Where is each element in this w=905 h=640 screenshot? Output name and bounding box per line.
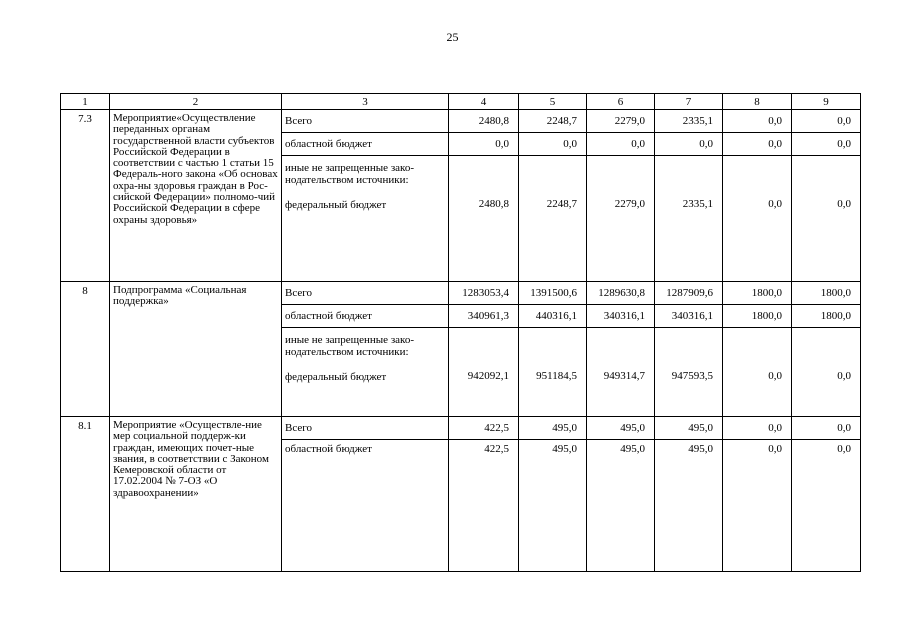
other-sources-label: иные не запрещенные зако-нодательством источники: bbox=[285, 162, 414, 186]
value-cell: 440316,1 bbox=[519, 305, 587, 328]
source-label: Всего bbox=[282, 282, 449, 305]
source-label: Всего bbox=[282, 417, 449, 440]
table-row bbox=[61, 110, 861, 133]
value-cell: 495,0 bbox=[587, 440, 655, 572]
header-cell: 5 bbox=[519, 94, 587, 110]
value-cell: 2480,8 bbox=[449, 156, 519, 282]
item-name: Мероприятие«Осуществление переданных органам государственной власти субъектов Российской Федерации в соответствии с частью 1 статьи 15 Федераль-ного закона «Об основах охра-ны здоровья граждан в Рос-сийской Федерации» полномо-чий Российской Федерации в сфере охраны здоровья» bbox=[110, 110, 282, 282]
header-cell: 4 bbox=[449, 94, 519, 110]
item-number: 8.1 bbox=[61, 417, 110, 572]
item-number: 7.3 bbox=[61, 110, 110, 282]
value-cell: 2335,1 bbox=[655, 156, 723, 282]
value-cell: 0,0 bbox=[587, 133, 655, 156]
value-cell: 0,0 bbox=[519, 133, 587, 156]
source-label: областной бюджет bbox=[282, 133, 449, 156]
value-cell: 495,0 bbox=[655, 440, 723, 572]
source-label: Всего bbox=[282, 110, 449, 133]
value-cell: 495,0 bbox=[519, 417, 587, 440]
value-cell: 2480,8 bbox=[449, 110, 519, 133]
page-number: 25 bbox=[446, 30, 459, 44]
value-cell: 949314,7 bbox=[587, 328, 655, 417]
value-cell: 422,5 bbox=[449, 417, 519, 440]
source-label: областной бюджет bbox=[282, 305, 449, 328]
value-cell: 2279,0 bbox=[587, 110, 655, 133]
value-cell: 951184,5 bbox=[519, 328, 587, 417]
header-cell: 7 bbox=[655, 94, 723, 110]
value-cell: 0,0 bbox=[723, 417, 792, 440]
value-cell: 1800,0 bbox=[792, 282, 861, 305]
value-cell: 0,0 bbox=[792, 440, 861, 572]
value-cell: 942092,1 bbox=[449, 328, 519, 417]
header-cell: 6 bbox=[587, 94, 655, 110]
header-cell: 2 bbox=[110, 94, 282, 110]
source-multi bbox=[282, 156, 449, 282]
value-cell: 2279,0 bbox=[587, 156, 655, 282]
value-cell: 0,0 bbox=[723, 440, 792, 572]
table-row bbox=[61, 282, 861, 305]
federal-budget-label: федеральный бюджет bbox=[285, 199, 387, 211]
value-cell: 2335,1 bbox=[655, 110, 723, 133]
value-cell: 1800,0 bbox=[792, 305, 861, 328]
value-cell: 1800,0 bbox=[723, 305, 792, 328]
item-number: 8 bbox=[61, 282, 110, 417]
value-cell: 495,0 bbox=[655, 417, 723, 440]
value-cell: 0,0 bbox=[449, 133, 519, 156]
value-cell: 947593,5 bbox=[655, 328, 723, 417]
header-cell: 9 bbox=[792, 94, 861, 110]
value-cell: 422,5 bbox=[449, 440, 519, 572]
value-cell: 340316,1 bbox=[587, 305, 655, 328]
value-cell: 0,0 bbox=[792, 133, 861, 156]
value-cell: 340961,3 bbox=[449, 305, 519, 328]
header-row bbox=[61, 94, 861, 110]
value-cell: 0,0 bbox=[792, 417, 861, 440]
value-cell: 495,0 bbox=[587, 417, 655, 440]
value-cell: 2248,7 bbox=[519, 110, 587, 133]
value-cell: 0,0 bbox=[723, 156, 792, 282]
source-label: областной бюджет bbox=[282, 440, 449, 572]
value-cell: 0,0 bbox=[723, 133, 792, 156]
value-cell: 0,0 bbox=[792, 110, 861, 133]
other-sources-label: иные не запрещенные зако-нодательством источники: bbox=[285, 334, 414, 358]
value-cell: 1391500,6 bbox=[519, 282, 587, 305]
value-cell: 1800,0 bbox=[723, 282, 792, 305]
federal-budget-label: федеральный бюджет bbox=[285, 371, 387, 383]
value-cell: 1287909,6 bbox=[655, 282, 723, 305]
source-multi bbox=[282, 328, 449, 417]
header-cell: 3 bbox=[282, 94, 449, 110]
value-cell: 0,0 bbox=[723, 328, 792, 417]
value-cell: 1289630,8 bbox=[587, 282, 655, 305]
table-row bbox=[61, 417, 861, 440]
value-cell: 1283053,4 bbox=[449, 282, 519, 305]
value-cell: 340316,1 bbox=[655, 305, 723, 328]
value-cell: 0,0 bbox=[792, 328, 861, 417]
header-cell: 1 bbox=[61, 94, 110, 110]
item-name: Мероприятие «Осуществле-ние мер социальной поддерж-ки граждан, имеющих почет-ные звания, в соответствии с Законом Кемеровской области от 17.02.2004 № 7-ОЗ «О здравоохранении» bbox=[110, 417, 282, 572]
value-cell: 495,0 bbox=[519, 440, 587, 572]
value-cell: 0,0 bbox=[792, 156, 861, 282]
value-cell: 0,0 bbox=[655, 133, 723, 156]
header-cell: 8 bbox=[723, 94, 792, 110]
value-cell: 2248,7 bbox=[519, 156, 587, 282]
budget-table bbox=[60, 93, 861, 572]
value-cell: 0,0 bbox=[723, 110, 792, 133]
item-name: Подпрограмма «Социальная поддержка» bbox=[110, 282, 282, 417]
